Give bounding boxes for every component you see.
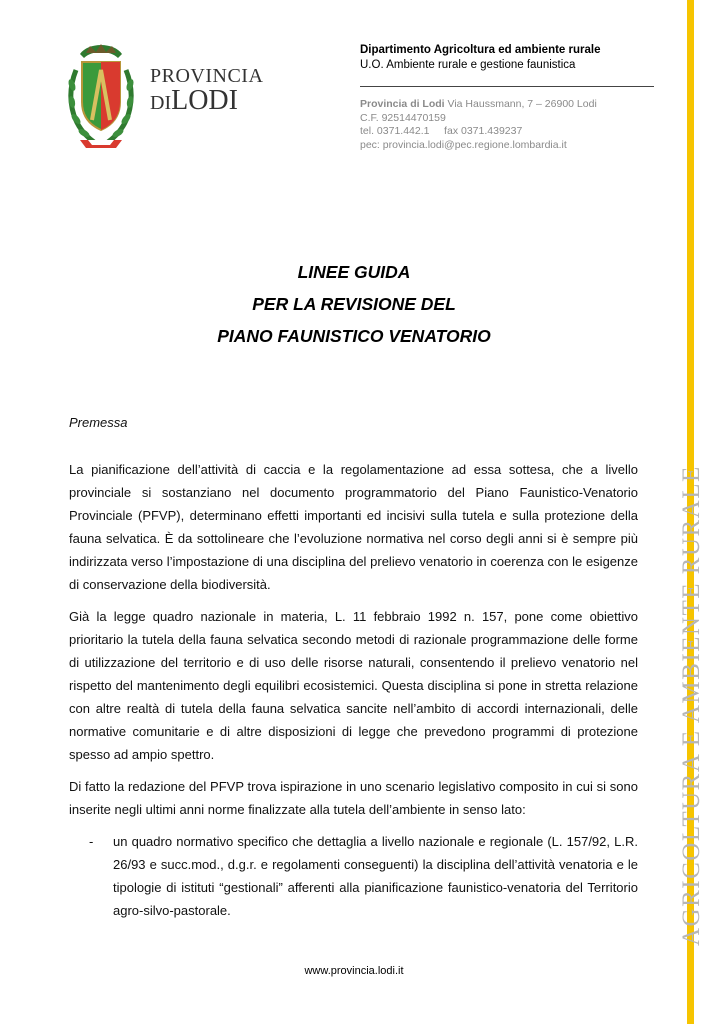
province-name-line1: PROVINCIA [150, 65, 264, 87]
contact-cf: C.F. 92514470159 [360, 111, 446, 124]
contact-address: Via Haussmann, 7 – 26900 Lodi [447, 98, 597, 110]
paragraph: Di fatto la redazione del PFVP trova ispirazione in uno scenario legislativo composito in cui si sono inserite negli ultimi anni norme finalizzate alla tutela dell’ambiente in senso lato: [69, 779, 638, 817]
provincia-di-lodi-crest-icon [66, 40, 136, 152]
header-divider [360, 86, 654, 87]
document-body [69, 458, 638, 922]
section-heading: Premessa [69, 415, 128, 430]
province-logo [66, 40, 264, 152]
department-name: Dipartimento Agricoltura ed ambiente rurale [360, 44, 601, 56]
list-item-text: un quadro normativo specifico che dettaglia a livello nazionale e regionale (L. 157/92, L.R. 26/93 e succ.mod., d.g.r. e regolamenti conseguenti) la disciplina dell’attività venatoria e le tipologie di istituti “gestionali” afferenti alla pianificazione faunistico-venatoria del Territorio agro-silvo-pastorale. [113, 834, 638, 918]
province-name-city: LODI [171, 85, 238, 116]
footer-website-link[interactable]: www.provincia.lodi.it [304, 965, 404, 977]
province-name-line2 [150, 87, 263, 117]
department-unit: U.O. Ambiente rurale e gestione faunistica [360, 59, 576, 71]
title-line: PIANO FAUNISTICO VENATORIO [217, 326, 491, 346]
sidebar-vertical-text: AGRICOLTURA E AMBIENTE RURALE [678, 465, 705, 946]
contact-block [360, 98, 597, 152]
title-line: LINEE GUIDA [297, 262, 411, 282]
document-title [0, 256, 708, 352]
contact-address-line [360, 98, 597, 112]
list-marker: - [89, 834, 94, 849]
title-line: PER LA REVISIONE DEL [252, 294, 456, 314]
paragraph: La pianificazione dell’attività di caccia e la regolamentazione ad essa sottesa, che a livello provinciale si sostanziano nel documento programmatorio del Piano Faunistico-Venatorio Provinciale (PFVP), determinano effetti importanti ed incisivi sulla tutela e sulla protezione della fauna selvatica. È da sottolineare che l’evoluzione normativa nel corso degli anni si è sempre più indirizzata verso l’impostazione di una disciplina del prelievo venatorio in coerenza con le esigenze di conservazione della biodiversità. [69, 462, 638, 592]
contact-name: Provincia di Lodi [360, 98, 445, 110]
contact-pec: pec: provincia.lodi@pec.regione.lombardia.it [360, 138, 567, 151]
list-item [69, 830, 638, 922]
paragraph: Già la legge quadro nazionale in materia, L. 11 febbraio 1992 n. 157, pone come obiettivo prioritario la tutela della fauna selvatica secondo metodi di razionale programmazione delle forme di utilizzazione del territorio e di uso delle risorse naturali, consentendo il prelievo venatorio nel rispetto del mantenimento degli equilibri ecosistemici. Questa disciplina si pone in stretta relazione con altre realtà di tutela della fauna selvatica sancite nell’ambito di accordi internazionali, delle normative comunitarie e di altre disposizioni di legge che prevedono programmi di protezione spesso ad ampio spettro. [69, 609, 638, 762]
contact-phones: tel. 0371.442.1 fax 0371.439237 [360, 125, 523, 137]
department-header [360, 43, 660, 73]
province-name-prefix: DI [150, 92, 172, 114]
bullet-list [69, 830, 638, 922]
province-name [150, 65, 263, 117]
